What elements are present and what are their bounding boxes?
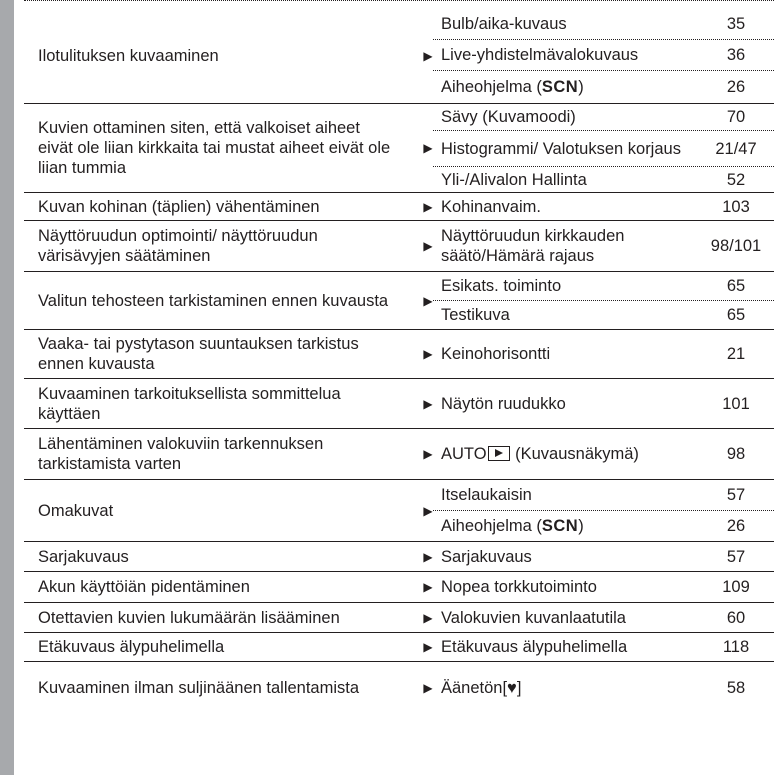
scn-mode-label: SCN [541,78,579,96]
feature-row [433,104,774,130]
feature-row [433,510,774,541]
feature-label: Live-yhdistelmävalokuvaus [441,46,639,64]
task-label: Otettavien kuvien lukumäärän lisääminen [38,608,340,627]
feature-row [433,480,774,510]
table-row [24,480,774,542]
feature-row [433,221,774,271]
task-label: Vaaka- tai pystytason suuntauksen tarkistus ennen kuvausta [38,335,359,373]
feature-row [433,300,774,329]
feature-label: Sarjakuvaus [441,547,532,566]
task-label: Omakuvat [38,501,114,520]
arrow-icon: ▶ [423,580,433,594]
task-label: Kuvien ottaminen siten, että valkoiset aiheet eivät ole liian kirkkaita tai mustat aiheet eivät ole liian tummia [38,119,391,177]
page-number: 21/47 [715,139,757,158]
arrow-icon: ▶ [423,549,433,564]
feature-label: Testikuva [441,306,510,324]
feature-label: Aiheohjelma (SCN) [441,517,584,535]
page-number: 35 [726,14,746,33]
arrow-icon: ▶ [423,396,433,411]
feature-label: AUTO (Kuvausnäkymä) [441,445,639,463]
feature-row [433,70,774,103]
feature-label: Histogrammi/ Valotuksen korjaus [441,139,681,158]
page-number: 65 [726,277,746,295]
table-top-rule [24,0,774,1]
feature-row [433,330,774,378]
page-number: 26 [726,517,746,535]
task-label: Kuvan kohinan (täplien) vähentäminen [38,197,320,216]
feature-label: Näytön ruudukko [441,394,566,413]
table-row [24,8,774,104]
page-number: 21 [726,345,746,363]
table-row [24,572,774,603]
task-label: Etäkuvaus älypuhelimella [38,638,225,656]
feature-row [433,166,774,192]
arrow-icon: ▶ [423,141,433,155]
table-row [24,542,774,572]
scn-mode-label: SCN [541,517,579,535]
feature-label: Etäkuvaus älypuhelimella [441,638,628,656]
arrow-icon: ▶ [423,199,433,214]
feature-row [433,603,774,632]
task-label: Sarjakuvaus [38,547,129,566]
feature-label: Valokuvien kuvanlaatutila [441,608,626,627]
page-number: 103 [722,197,750,216]
task-label: Ilotulituksen kuvaaminen [38,46,219,65]
feature-label: Aiheohjelma (SCN) [441,78,584,96]
feature-row [433,8,774,39]
feature-row [433,633,774,661]
feature-row [433,193,774,220]
table-row [24,633,774,662]
feature-row [433,272,774,300]
arrow-icon: ▶ [423,239,433,253]
page-number: 60 [726,608,746,627]
page-number: 57 [726,486,746,504]
arrow-icon: ▶ [423,293,433,308]
page-number: 118 [722,638,750,656]
page-number: 101 [722,394,750,413]
table-row [24,104,774,193]
feature-label: Äänetön[♥] [441,678,522,697]
feature-row [433,379,774,428]
table-row [24,662,774,713]
table-row [24,603,774,633]
table-row [24,221,774,272]
page-number: 98/101 [710,237,762,255]
task-label: Kuvaaminen ilman suljinäänen tallentamista [38,678,360,697]
sidebar-strip [0,0,14,775]
page-number: 58 [726,678,746,697]
feature-row [433,662,774,713]
table-row [24,272,774,330]
page-number: 26 [726,78,746,96]
arrow-icon: ▶ [423,503,433,518]
task-label: Lähentäminen valokuviin tarkennuksen tarkistamista varten [38,435,324,473]
feature-row [433,542,774,571]
arrow-icon: ▶ [423,640,433,654]
page-number: 109 [722,578,750,596]
page-number: 36 [726,46,746,64]
page-number: 70 [726,108,746,126]
feature-row [433,39,774,70]
task-label: Akun käyttöiän pidentäminen [38,578,250,596]
playback-icon [488,446,510,461]
feature-label: Kohinanvaim. [441,197,541,216]
feature-label: Itselaukaisin [441,486,532,504]
feature-label: Yli-/Alivalon Hallinta [441,170,587,189]
feature-row [433,429,774,479]
feature-row [433,130,774,166]
table-row [24,379,774,429]
arrow-icon: ▶ [423,610,433,625]
page-number: 57 [726,547,746,566]
arrow-icon: ▶ [423,48,433,63]
arrow-icon: ▶ [423,347,433,361]
page-number: 52 [726,170,746,189]
feature-row [433,572,774,602]
feature-label: Bulb/aika-kuvaus [441,14,567,33]
feature-label: Nopea torkkutoiminto [441,578,597,596]
feature-label: Sävy (Kuvamoodi) [441,108,576,126]
page-number: 65 [726,306,746,324]
table-row [24,193,774,221]
arrow-icon: ▶ [423,447,433,461]
arrow-icon: ▶ [423,680,433,695]
table-row [24,330,774,379]
feature-label: Esikats. toiminto [441,277,562,295]
task-label: Näyttöruudun optimointi/ näyttöruudun värisävyjen säätäminen [38,227,318,265]
table-row [24,429,774,480]
feature-label: Keinohorisontti [441,345,551,363]
task-label: Kuvaaminen tarkoituksellista sommittelua käyttäen [38,384,341,423]
task-label: Valitun tehosteen tarkistaminen ennen kuvausta [38,291,389,310]
page-number: 98 [726,445,746,463]
feature-label: Näyttöruudun kirkkauden säätö/Hämärä rajaus [441,227,625,265]
